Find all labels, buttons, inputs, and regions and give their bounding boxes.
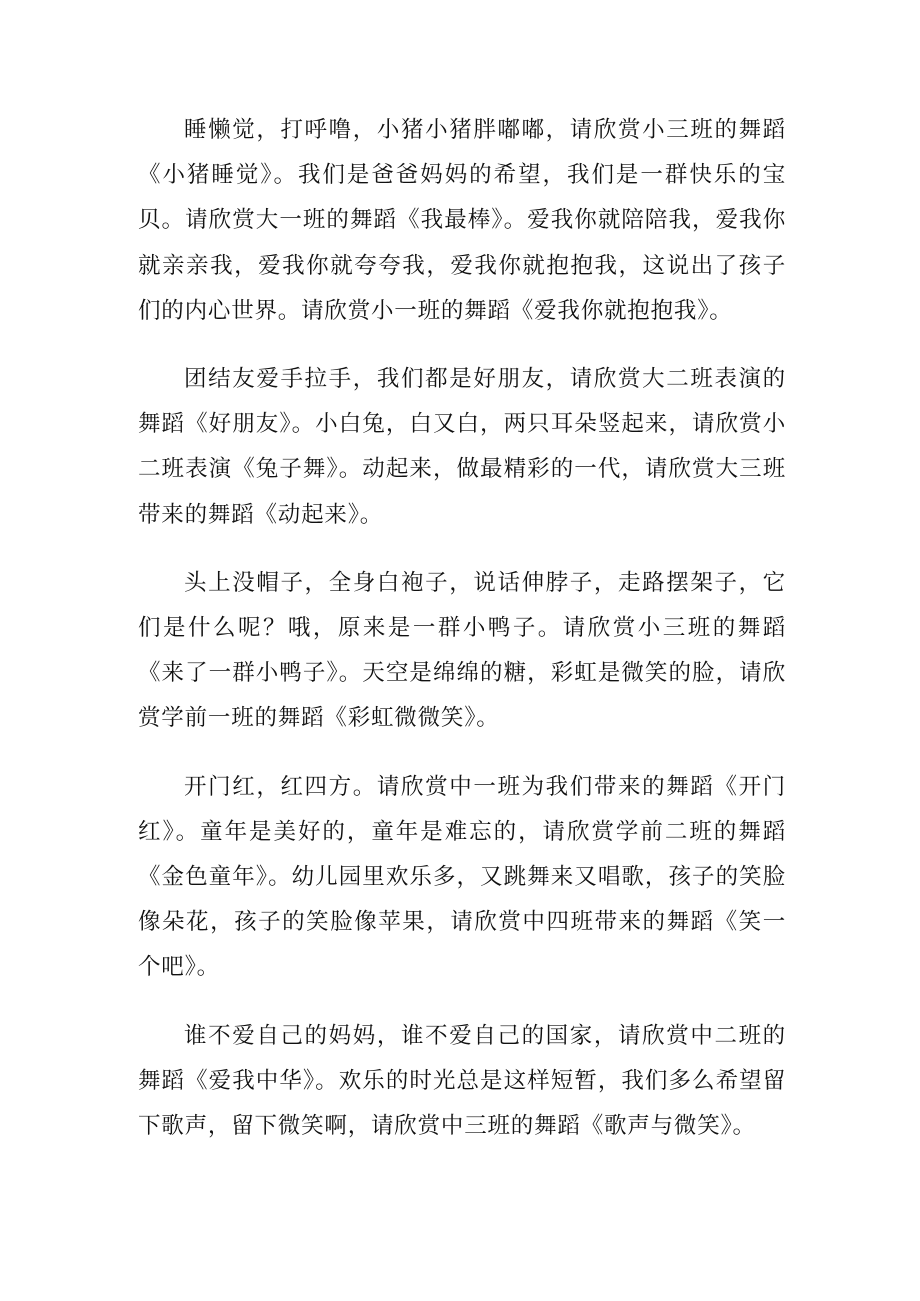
document-body [138, 108, 786, 1172]
paragraph-1: 睡懒觉，打呼噜，小猪小猪胖嘟嘟，请欣赏小三班的舞蹈《小猪睡觉》。我们是爸爸妈妈的希望，我们是一群快乐的宝贝。请欣赏大一班的舞蹈《我最棒》。爱我你就陪陪我，爱我你就亲亲我，爱我你就夸夸我，爱我你就抱抱我，这说出了孩子们的内心世界。请欣赏小一班的舞蹈《爱我你就抱抱我》。 [138, 117, 786, 324]
paragraph-2: 团结友爱手拉手，我们都是好朋友，请欣赏大二班表演的舞蹈《好朋友》。小白兔，白又白，两只耳朵竖起来，请欣赏小二班表演《兔子舞》。动起来，做最精彩的一代，请欣赏大三班带来的舞蹈《动起来》。 [138, 366, 786, 528]
paragraph-4: 开门红，红四方。请欣赏中一班为我们带来的舞蹈《开门红》。童年是美好的，童年是难忘的，请欣赏学前二班的舞蹈《金色童年》。幼儿园里欢乐多，又跳舞来又唱歌，孩子的笑脸像朵花，孩子的笑脸像苹果，请欣赏中四班带来的舞蹈《笑一个吧》。 [138, 773, 786, 981]
paragraph-5: 谁不爱自己的妈妈，谁不爱自己的国家，请欣赏中二班的舞蹈《爱我中华》。欢乐的时光总是这样短暂，我们多么希望留下歌声，留下微笑啊，请欣赏中三班的舞蹈《歌声与微笑》。 [138, 1022, 786, 1140]
paragraph-3: 头上没帽子，全身白袍子，说话伸脖子，走路摆架子，它们是什么呢？哦，原来是一群小鸭子。请欣赏小三班的舞蹈《来了一群小鸭子》。天空是绵绵的糖，彩虹是微笑的脸，请欣赏学前一班的舞蹈《彩虹微微笑》。 [138, 569, 786, 732]
